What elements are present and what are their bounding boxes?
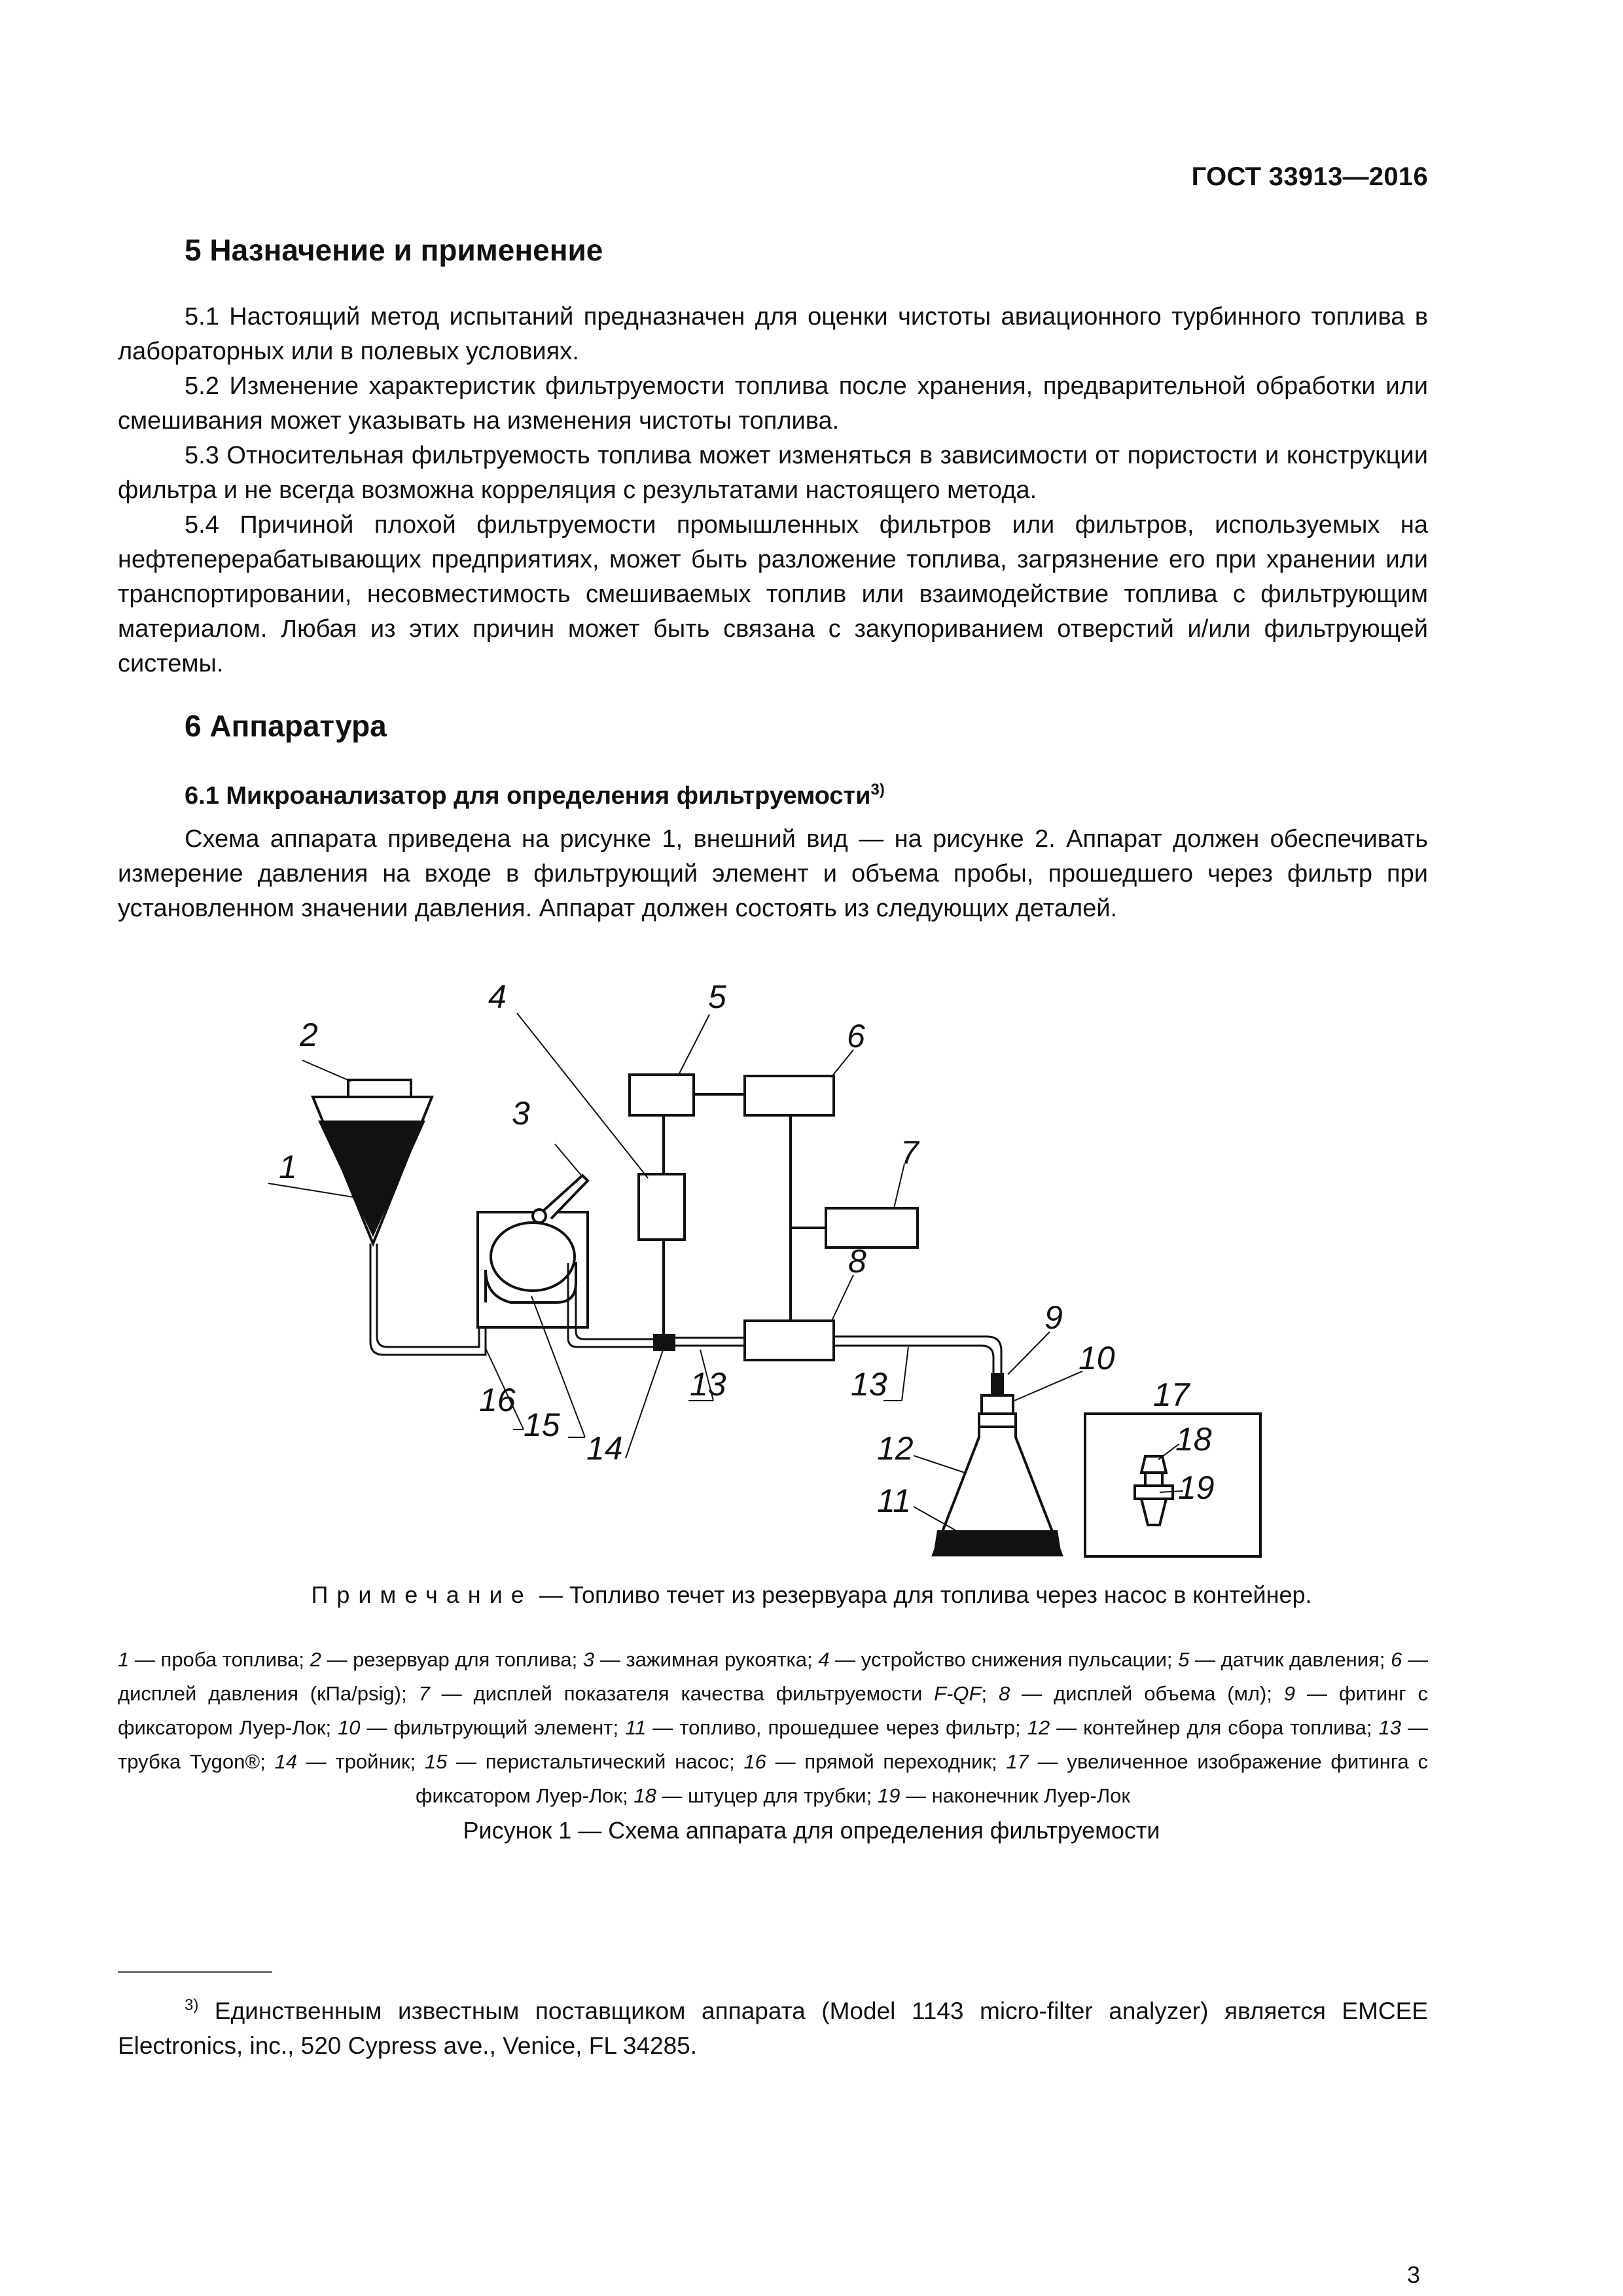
legend-text: ; xyxy=(981,1682,999,1705)
note-word: Примечание xyxy=(311,1581,533,1608)
label-18: 18 xyxy=(1175,1421,1212,1458)
label-1: 1 xyxy=(279,1149,297,1185)
paragraph-5-4: 5.4 Причиной плохой фильтруемости промышленных фильтров или фильтров, используемых на нефтеперерабатывающих предприятиях, может быть разложение топлива, загрязнение его при хранении или транспортировании, несовместимость смешиваемых топлив или взаимодействие топлива с фильтрующим материалом. Любая из этих причин может быть связана с закупориванием отверстий и/или фильтрующей системы. xyxy=(118,511,1428,677)
legend-num: 15 xyxy=(424,1750,448,1773)
filtered-fuel xyxy=(933,1530,1061,1555)
section-6-title: 6 Аппаратура xyxy=(185,709,387,743)
label-4: 4 xyxy=(488,978,507,1015)
legend-num: 6 xyxy=(1391,1648,1402,1671)
footnote-ref-mark: 3) xyxy=(870,781,885,798)
footnote xyxy=(118,1994,1428,2063)
label-2: 2 xyxy=(300,1016,318,1053)
legend-num: 10 xyxy=(338,1716,361,1739)
page-number: 3 xyxy=(1407,2261,1421,2288)
legend-num: 16 xyxy=(743,1750,766,1773)
legend-text: — проба топлива; xyxy=(134,1648,310,1671)
label-7: 7 xyxy=(901,1134,919,1171)
legend-num: 3 xyxy=(582,1648,595,1671)
legend-num: F-QF xyxy=(934,1682,982,1705)
legend-text: — устройство снижения пульсации; xyxy=(835,1648,1179,1671)
label-10: 10 xyxy=(1079,1340,1115,1376)
legend-text: — зажимная рукоятка; xyxy=(599,1648,819,1671)
label-19: 19 xyxy=(1178,1469,1215,1506)
legend-num: 2 xyxy=(310,1648,321,1671)
pressure-display xyxy=(745,1076,834,1115)
legend-text: — штуцер для трубки; xyxy=(662,1784,878,1807)
legend-text: — дисплей давления (кПа/psig); xyxy=(118,1648,1428,1705)
label-14: 14 xyxy=(586,1430,623,1467)
legend-num: 1 xyxy=(118,1648,130,1671)
label-11: 11 xyxy=(877,1482,911,1519)
figure-legend xyxy=(118,1643,1428,1813)
subsection-6-1-text: 6.1 Микроанализатор для определения фильтруемости xyxy=(185,782,871,810)
footnote-divider xyxy=(118,1971,272,1973)
legend-text: — наконечник Луер-Лок xyxy=(905,1784,1130,1807)
legend-text: — трубка Tygon®; xyxy=(118,1716,1428,1773)
tube-nipple xyxy=(1141,1456,1166,1473)
volume-display xyxy=(745,1321,834,1360)
legend-num: 17 xyxy=(1006,1750,1029,1773)
pressure-sensor xyxy=(630,1075,694,1115)
label-17: 17 xyxy=(1153,1376,1190,1413)
label-13a: 13 xyxy=(690,1366,726,1403)
legend-text: — контейнер для сбора топлива; xyxy=(1056,1716,1379,1739)
luer-lock-fitting xyxy=(992,1374,1003,1395)
fuel-sample xyxy=(318,1121,425,1237)
paragraph-5-2: 5.2 Изменение характеристик фильтруемости топлива после хранения, предварительной обработки или смешивания может указывать на изменения чистоты топлива. xyxy=(118,372,1428,435)
legend-text: — перистальтический насос; xyxy=(456,1750,744,1773)
pulsation-damper xyxy=(639,1174,685,1240)
legend-num: 8 xyxy=(998,1682,1010,1705)
note-text: — Топливо течет из резервуара для топлива через насос в контейнер. xyxy=(539,1581,1312,1608)
legend-num: 11 xyxy=(625,1716,647,1739)
filter-element xyxy=(982,1395,1013,1415)
label-16: 16 xyxy=(479,1382,516,1418)
figure-caption: Рисунок 1 — Схема аппарата для определения фильтруемости xyxy=(463,1817,1160,1844)
legend-num: 12 xyxy=(1027,1716,1050,1739)
legend-text: — дисплей показателя качества фильтруемости xyxy=(441,1682,935,1705)
legend-num: 13 xyxy=(1378,1716,1401,1739)
legend-text: — фитинг с фиксатором Луер-Лок; xyxy=(118,1682,1428,1739)
legend-text: — прямой переходник; xyxy=(775,1750,1007,1773)
legend-num: 14 xyxy=(274,1750,298,1773)
legend-num: 7 xyxy=(418,1682,430,1705)
footnote-paragraph xyxy=(118,1994,1428,2063)
figure-note xyxy=(0,1581,1623,1609)
label-15: 15 xyxy=(524,1407,560,1443)
pump-rotor xyxy=(491,1223,575,1291)
reservoir-cap xyxy=(348,1080,411,1097)
label-3: 3 xyxy=(512,1095,530,1132)
footnote-mark: 3) xyxy=(185,1996,199,2014)
label-13b: 13 xyxy=(851,1366,887,1403)
fqf-display xyxy=(826,1208,918,1247)
legend-text: — топливо, прошедшее через фильтр; xyxy=(652,1716,1027,1739)
label-8: 8 xyxy=(848,1243,866,1280)
footnote-text: Единственным известным поставщиком аппарата (Model 1143 micro-filter analyzer) является EMCEE Electronics, inc., 520 Cypress ave., Venice, FL 34285. xyxy=(118,1998,1428,2059)
paragraph-6-1: Схема аппарата приведена на рисунке 1, внешний вид — на рисунке 2. Аппарат должен обеспечивать измерение давления на входе в фильтрующий элемент и объема пробы, прошедшего через фильтр при установленном значении давления. Аппарат должен состоять из следующих деталей. xyxy=(118,825,1428,922)
legend-text: — резервуар для топлива; xyxy=(327,1648,583,1671)
paragraph-5-3: 5.3 Относительная фильтруемость топлива может изменяться в зависимости от пористости и конструкции фильтра и не всегда возможна корреляция с результатами настоящего метода. xyxy=(118,442,1428,504)
legend-num: 5 xyxy=(1178,1648,1190,1671)
legend-num: 9 xyxy=(1283,1682,1296,1705)
section-5-title: 5 Назначение и применение xyxy=(185,233,603,267)
tee xyxy=(654,1335,674,1350)
legend-num: 4 xyxy=(818,1648,830,1671)
label-12: 12 xyxy=(877,1430,914,1467)
label-5: 5 xyxy=(708,978,726,1015)
document-code: ГОСТ 33913—2016 xyxy=(1191,162,1428,191)
legend-text: — тройник; xyxy=(306,1750,425,1773)
legend-text: — увеличенное изображение фитинга с фиксатором Луер-Лок; xyxy=(416,1750,1428,1807)
legend-num: 19 xyxy=(877,1784,901,1807)
paragraph-5-1: 5.1 Настоящий метод испытаний предназначен для оценки чистоты авиационного турбинного топлива в лабораторных или в полевых условиях. xyxy=(118,303,1428,365)
legend-text: — датчик давления; xyxy=(1195,1648,1391,1671)
legend-text: — дисплей объема (мл); xyxy=(1022,1682,1284,1705)
legend-text: — фильтрующий элемент; xyxy=(366,1716,626,1739)
legend-num: 18 xyxy=(633,1784,656,1807)
label-6: 6 xyxy=(847,1018,865,1054)
label-9: 9 xyxy=(1044,1299,1063,1336)
